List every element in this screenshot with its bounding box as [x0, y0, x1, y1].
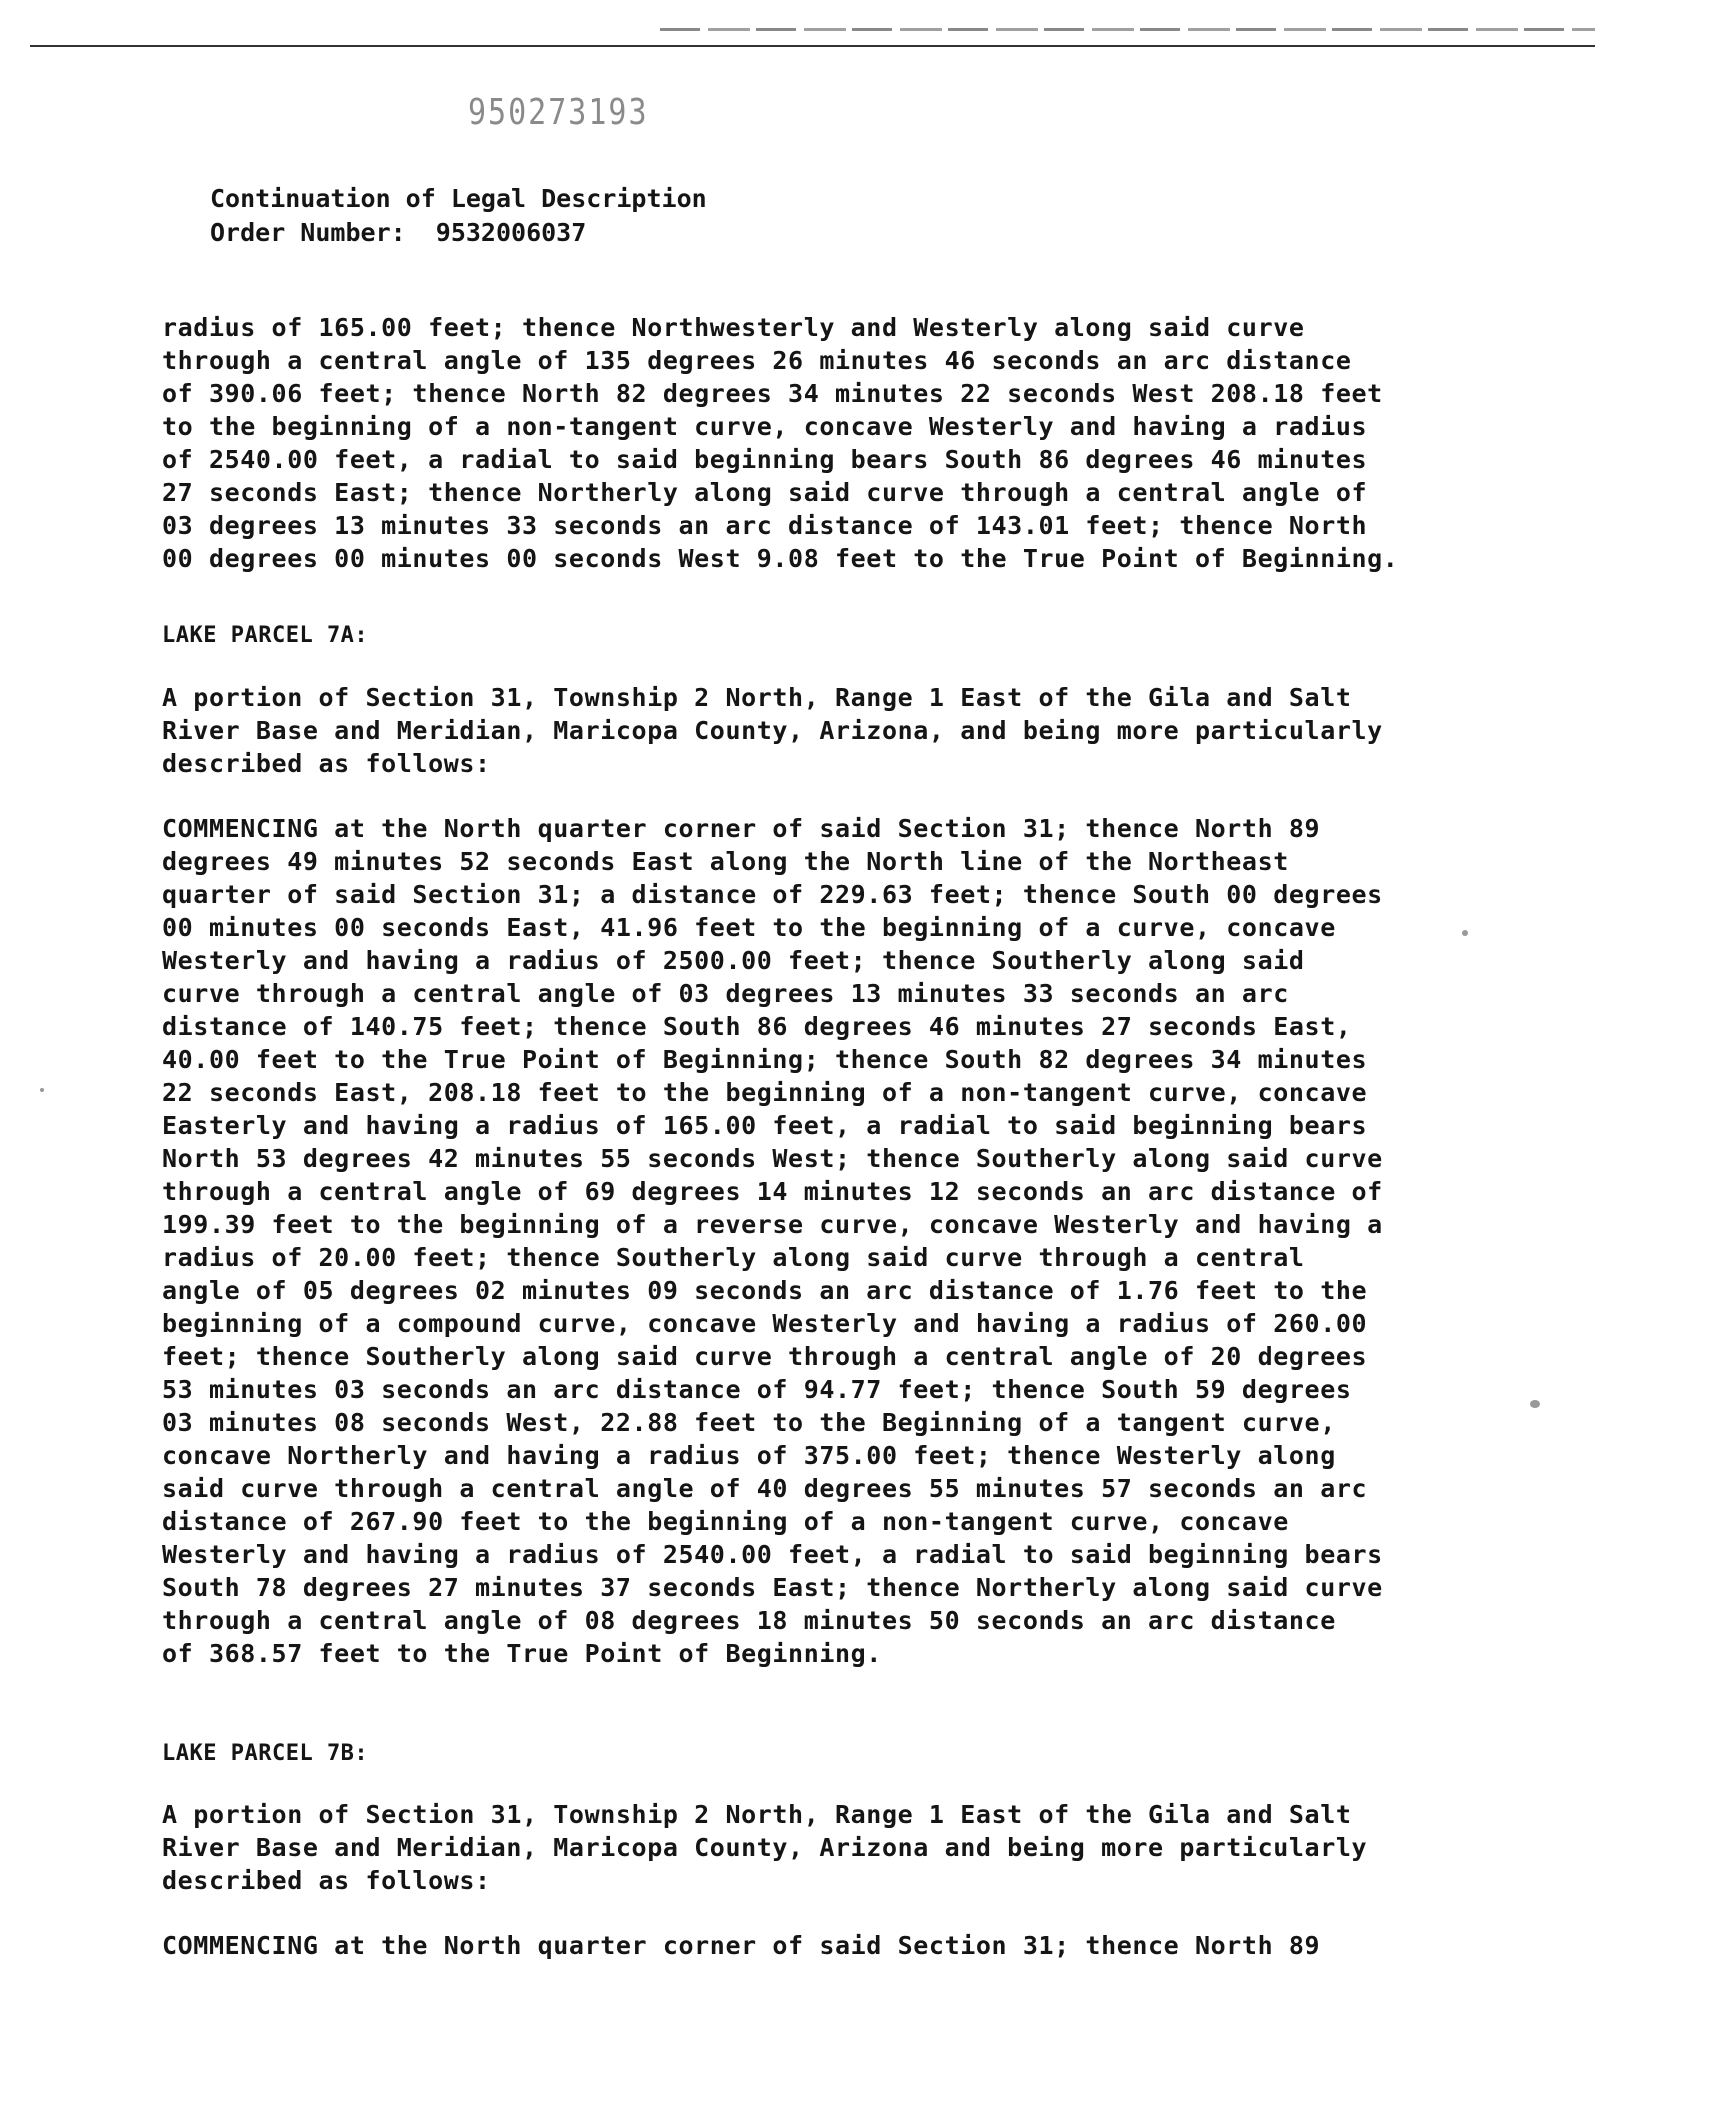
- text-line: of 2540.00 feet, a radial to said beginning bears South 86 degrees 46 minutes: [162, 445, 1368, 474]
- text-line: 03 minutes 08 seconds West, 22.88 feet to the Beginning of a tangent curve,: [162, 1408, 1336, 1437]
- text-line: to the beginning of a non-tangent curve, concave Westerly and having a radius: [162, 412, 1368, 441]
- paragraph-continuation: [162, 311, 1522, 575]
- text-line: 03 degrees 13 minutes 33 seconds an arc distance of 143.01 feet; thence North: [162, 511, 1368, 540]
- section-heading-lake-parcel-7a: LAKE PARCEL 7A:: [162, 623, 369, 648]
- text-line: concave Northerly and having a radius of 375.00 feet; thence Westerly along: [162, 1441, 1336, 1470]
- text-line: angle of 05 degrees 02 minutes 09 seconds an arc distance of 1.76 feet to the: [162, 1276, 1368, 1305]
- paragraph-parcel-7a-description: [162, 812, 1522, 1670]
- text-line: degrees 49 minutes 52 seconds East along the North line of the Northeast: [162, 847, 1289, 876]
- text-line: of 368.57 feet to the True Point of Beginning.: [162, 1639, 882, 1668]
- text-line: beginning of a compound curve, concave Westerly and having a radius of 260.00: [162, 1309, 1368, 1338]
- top-rule: [30, 45, 1595, 47]
- text-line: COMMENCING at the North quarter corner of said Section 31; thence North 89: [162, 1931, 1321, 1960]
- text-line: through a central angle of 135 degrees 26 minutes 46 seconds an arc distance: [162, 346, 1352, 375]
- paragraph-parcel-7a-intro: [162, 681, 1522, 780]
- text-line: A portion of Section 31, Township 2 North, Range 1 East of the Gila and Salt: [162, 1800, 1352, 1829]
- scan-speck: [1530, 1400, 1540, 1408]
- text-line: 00 degrees 00 minutes 00 seconds West 9.08 feet to the True Point of Beginning.: [162, 544, 1399, 573]
- text-line: described as follows:: [162, 1866, 491, 1895]
- text-line: River Base and Meridian, Maricopa County, Arizona and being more particularly: [162, 1833, 1368, 1862]
- text-line: A portion of Section 31, Township 2 North, Range 1 East of the Gila and Salt: [162, 683, 1352, 712]
- text-line: described as follows:: [162, 749, 491, 778]
- text-line: Westerly and having a radius of 2500.00 feet; thence Southerly along said: [162, 946, 1305, 975]
- text-line: said curve through a central angle of 40 degrees 55 minutes 57 seconds an arc: [162, 1474, 1368, 1503]
- text-line: through a central angle of 69 degrees 14 minutes 12 seconds an arc distance of: [162, 1177, 1383, 1206]
- text-line: radius of 165.00 feet; thence Northwesterly and Westerly along said curve: [162, 313, 1305, 342]
- text-line: distance of 267.90 feet to the beginning of a non-tangent curve, concave: [162, 1507, 1289, 1536]
- text-line: curve through a central angle of 03 degrees 13 minutes 33 seconds an arc: [162, 979, 1289, 1008]
- page-title: Continuation of Legal Description: [210, 184, 707, 213]
- order-number: Order Number: 9532006037: [210, 218, 587, 247]
- text-line: Westerly and having a radius of 2540.00 feet, a radial to said beginning bears: [162, 1540, 1383, 1569]
- text-line: River Base and Meridian, Maricopa County, Arizona, and being more particularly: [162, 716, 1383, 745]
- text-line: 00 minutes 00 seconds East, 41.96 feet to the beginning of a curve, concave: [162, 913, 1336, 942]
- paragraph-parcel-7b-intro: [162, 1798, 1522, 1897]
- text-line: of 390.06 feet; thence North 82 degrees 34 minutes 22 seconds West 208.18 feet: [162, 379, 1383, 408]
- text-line: 53 minutes 03 seconds an arc distance of 94.77 feet; thence South 59 degrees: [162, 1375, 1352, 1404]
- text-line: 199.39 feet to the beginning of a reverse curve, concave Westerly and having a: [162, 1210, 1383, 1239]
- scan-speck: [40, 1088, 44, 1092]
- scan-speck: [1462, 930, 1468, 936]
- text-line: 22 seconds East, 208.18 feet to the beginning of a non-tangent curve, concave: [162, 1078, 1368, 1107]
- document-stamp-number: 950273193: [468, 92, 649, 134]
- text-line: COMMENCING at the North quarter corner of said Section 31; thence North 89: [162, 814, 1321, 843]
- text-line: feet; thence Southerly along said curve through a central angle of 20 degrees: [162, 1342, 1368, 1371]
- scan-header-artifact: [660, 28, 1595, 31]
- text-line: North 53 degrees 42 minutes 55 seconds West; thence Southerly along said curve: [162, 1144, 1383, 1173]
- text-line: 40.00 feet to the True Point of Beginning; thence South 82 degrees 34 minutes: [162, 1045, 1368, 1074]
- text-line: quarter of said Section 31; a distance of 229.63 feet; thence South 00 degrees: [162, 880, 1383, 909]
- text-line: 27 seconds East; thence Northerly along said curve through a central angle of: [162, 478, 1368, 507]
- text-line: through a central angle of 08 degrees 18 minutes 50 seconds an arc distance: [162, 1606, 1336, 1635]
- text-line: Easterly and having a radius of 165.00 feet, a radial to said beginning bears: [162, 1111, 1368, 1140]
- text-line: radius of 20.00 feet; thence Southerly along said curve through a central: [162, 1243, 1305, 1272]
- text-line: distance of 140.75 feet; thence South 86 degrees 46 minutes 27 seconds East,: [162, 1012, 1352, 1041]
- paragraph-parcel-7b-description: [162, 1929, 1522, 1962]
- text-line: South 78 degrees 27 minutes 37 seconds East; thence Northerly along said curve: [162, 1573, 1383, 1602]
- section-heading-lake-parcel-7b: LAKE PARCEL 7B:: [162, 1741, 369, 1766]
